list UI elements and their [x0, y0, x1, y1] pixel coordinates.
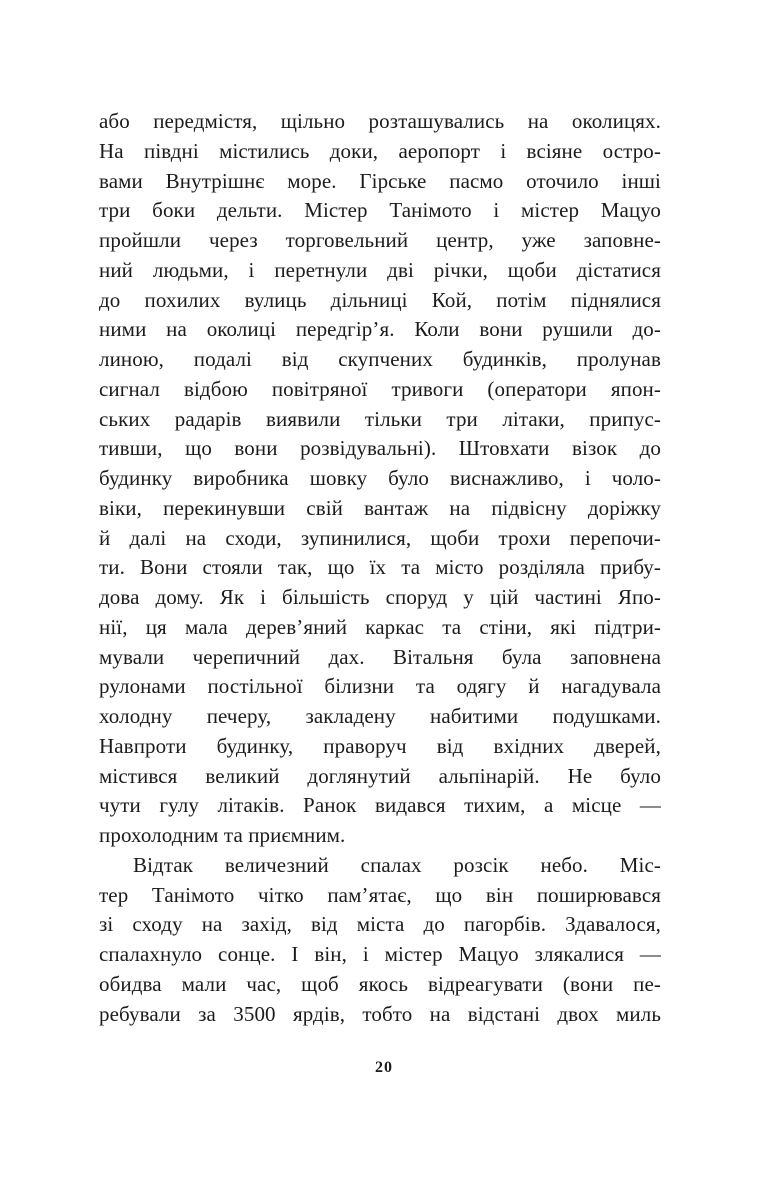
text-line: На півдні містились доки, аеропорт і всіяне остро-: [99, 138, 661, 163]
text-line: вами Внутрішнє море. Гірське пасмо оточило інші: [99, 168, 661, 193]
text-line: ними на околиці передгір’я. Коли вони рушили до-: [99, 317, 661, 342]
text-line: три боки дельти. Містер Танімото і містер Мацуо: [99, 198, 661, 223]
text-line: віки, перекинувши свій вантаж на підвісну доріжку: [99, 495, 661, 520]
text-line: линою, подалі від скупчених будинків, пролунав: [99, 347, 661, 371]
text-line: сигнал відбою повітряної тривоги (оператори япон-: [99, 376, 661, 401]
text-line: пройшли через торговельний центр, уже заповне-: [99, 228, 661, 252]
text-line: рулонами постільної білизни та одягу й нагадувала: [99, 674, 661, 699]
text-line: обидва мали час, щоб якось відреагувати (вони пе-: [99, 971, 661, 996]
text-line: й далі на сходи, зупинилися, щоби трохи перепочи-: [99, 525, 661, 550]
text-line: холодну печеру, закладену набитими подушками.: [99, 704, 661, 728]
text-line: до похилих вулиць дільниці Кой, потім піднялися: [99, 287, 661, 312]
text-line: ти. Вони стояли так, що їх та місто розділяла прибу-: [99, 555, 661, 580]
page-number: 20: [375, 1059, 393, 1076]
text-line: дова дому. Як і більшість споруд у цій частині Япо-: [99, 585, 661, 609]
text-line: будинку виробника шовку було виснажливо, і чоло-: [99, 466, 661, 490]
text-line: містився великий доглянутий альпінарій. Не було: [99, 763, 661, 788]
text-line: Навпроти будинку, праворуч від вхідних дверей,: [99, 733, 661, 758]
text-line: або передмістя, щільно розташувались на околицях.: [99, 109, 661, 133]
page-text: [99, 107, 661, 1029]
text-line: чути гулу літаків. Ранок видався тихим, а місце —: [99, 793, 661, 818]
text-line: ний людьми, і перетнули дві річки, щоби дістатися: [99, 257, 661, 282]
text-line: ребували за 3500 ярдів, тобто на відстані двох миль: [99, 1001, 661, 1026]
text-line: прохолодним та приємним.: [99, 823, 346, 847]
text-line: Відтак величезний спалах розсік небо. Міс-: [133, 852, 661, 877]
text-line: мували черепичний дах. Вітальня була заповнена: [99, 644, 661, 669]
text-line: спалахнуло сонце. І він, і містер Мацуо злякалися —: [99, 942, 661, 966]
text-line: тер Танімото чітко пам’ятає, що він поширювався: [99, 882, 661, 907]
text-line: ських радарів виявили тільки три літаки, припус-: [99, 406, 661, 431]
text-line: нії, ця мала дерев’яний каркас та стіни, які підтри-: [99, 614, 661, 639]
text-line: зі сходу на захід, від міста до пагорбів. Здавалося,: [99, 912, 661, 937]
text-line: тивши, що вони розвідувальні). Штовхати візок до: [99, 436, 661, 461]
